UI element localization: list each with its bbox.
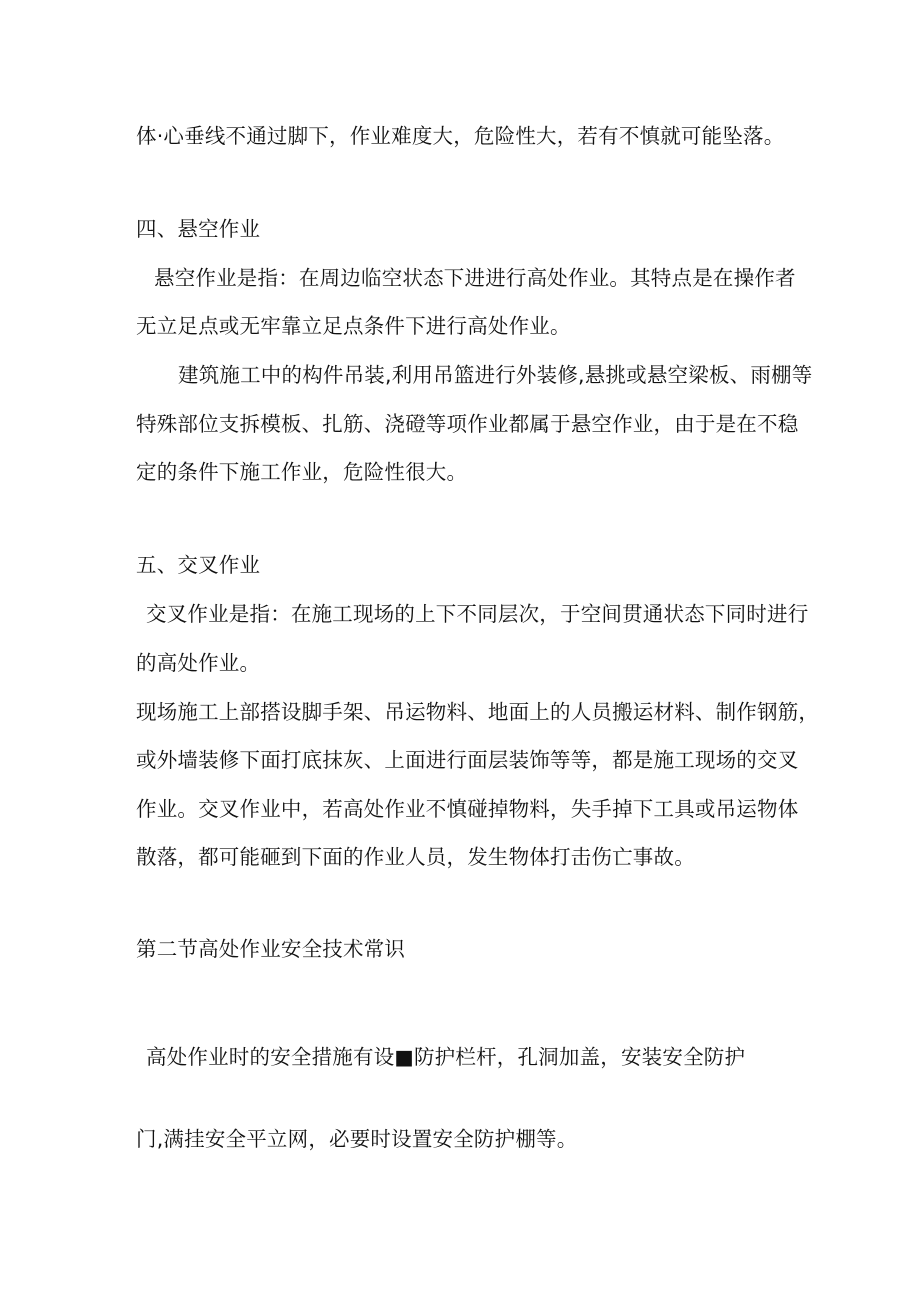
paragraph-line: 散落，都可能砸到下面的作业人员，发生物体打击伤亡事故。	[136, 845, 695, 869]
paragraph-line: 交叉作业是指：在施工现场的上下不同层次，于空间贯通状态下同时进行	[146, 602, 809, 626]
paragraph-line: 现场施工上部搭设脚手架、吊运物料、地面上的人员搬运材料、制作钢筋，	[136, 700, 820, 724]
paragraph-line: 建筑施工中的构件吊装,利用吊篮进行外装修,悬挑或悬空梁板、雨棚等	[178, 363, 813, 387]
paragraph-line: 高处作业时的安全措施有设■防护栏杆，孔洞加盖，安装安全防护	[146, 1045, 746, 1069]
section-heading: 四、悬空作业	[136, 217, 261, 241]
paragraph-line: 或外墙装修下面打底抹灰、上面进行面层装饰等等，都是施工现场的交叉	[136, 748, 799, 772]
paragraph-line: 体·心垂线不通过脚下，作业难度大，危险性大，若有不慎就可能坠落。	[136, 124, 785, 148]
paragraph-line: 特殊部位支拆模板、扎筋、浇磴等项作业都属于悬空作业，由于是在不稳	[136, 412, 799, 436]
paragraph-line: 悬空作业是指：在周边临空状态下进进行高处作业。其特点是在操作者	[154, 266, 796, 290]
paragraph-line: 的高处作业。	[136, 651, 261, 675]
section-heading: 五、交叉作业	[136, 553, 261, 577]
paragraph-line: 无立足点或无牢靠立足点条件下进行高处作业。	[136, 314, 571, 338]
paragraph-line: 门,满挂安全平立网，必要时设置安全防护棚等。	[136, 1127, 578, 1151]
paragraph-line: 作业。交叉作业中，若高处作业不慎碰掉物料，失手掉下工具或吊运物体	[136, 797, 799, 821]
paragraph-line: 定的条件下施工作业，危险性很大。	[136, 460, 468, 484]
section-heading: 第二节高处作业安全技术常识	[136, 937, 406, 961]
